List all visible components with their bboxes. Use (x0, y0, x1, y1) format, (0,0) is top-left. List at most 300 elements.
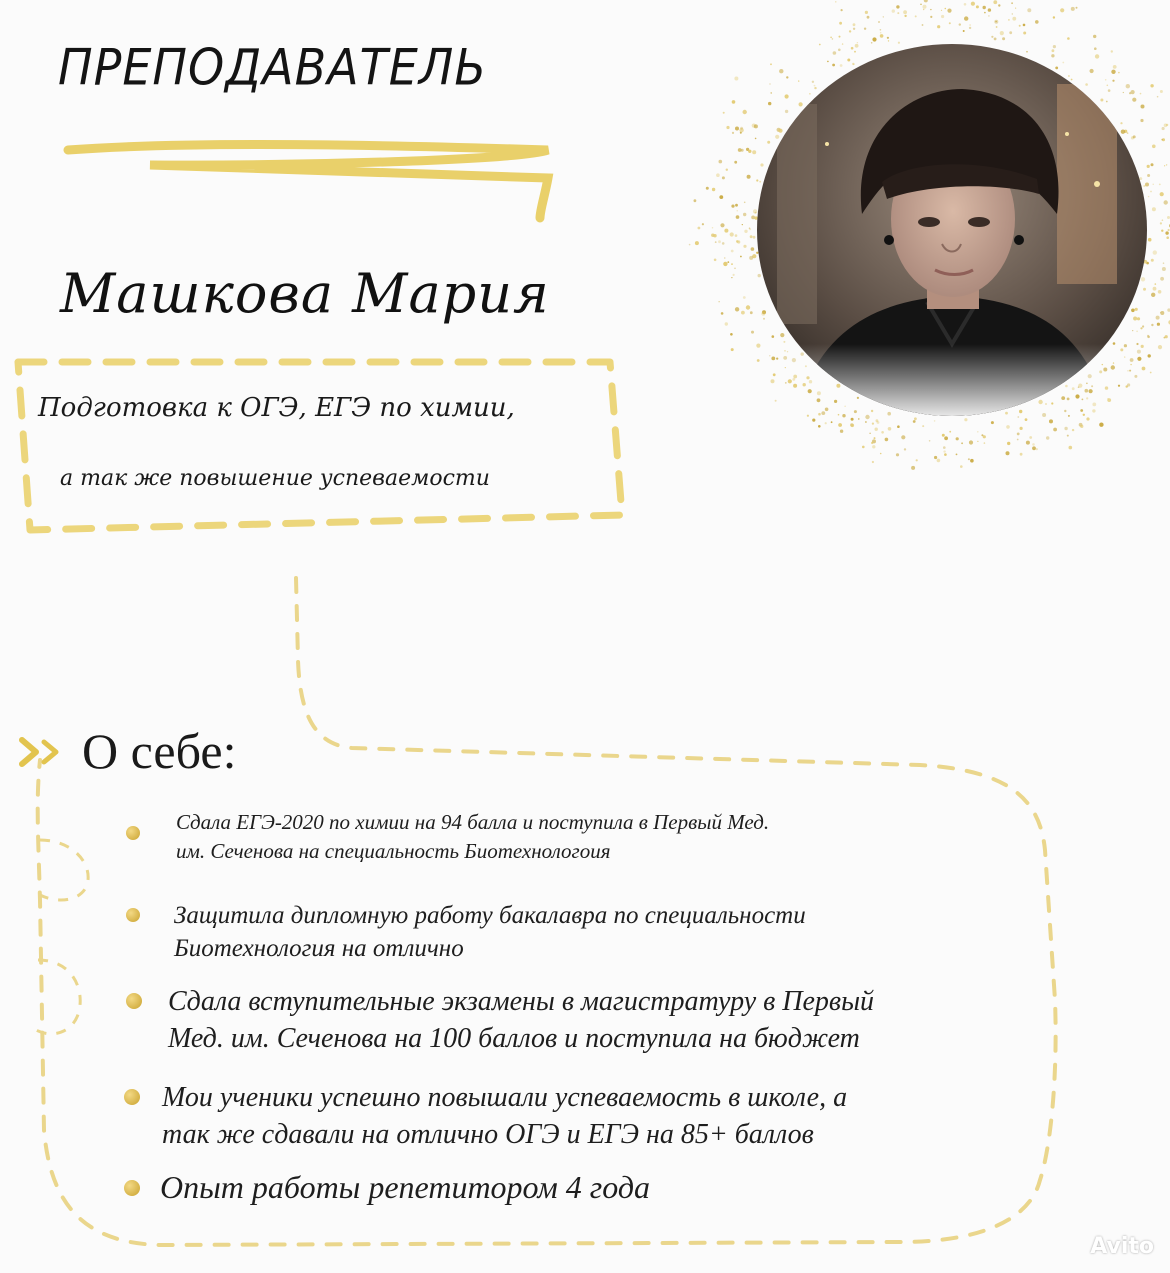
glitter-speck (1140, 93, 1142, 95)
glitter-speck (981, 434, 983, 436)
glitter-speck (1029, 436, 1032, 439)
glitter-speck (834, 400, 837, 403)
glitter-speck (731, 348, 734, 351)
glitter-speck (803, 383, 806, 386)
glitter-speck (1053, 16, 1055, 18)
glitter-speck (767, 141, 770, 144)
glitter-speck (874, 437, 876, 439)
glitter-speck (836, 384, 840, 388)
glitter-speck (887, 37, 889, 39)
glitter-speck (1015, 8, 1016, 9)
glitter-speck (743, 296, 746, 299)
glitter-speck (1120, 348, 1123, 351)
glitter-speck (1051, 402, 1053, 404)
glitter-speck (1075, 394, 1079, 398)
glitter-speck (712, 188, 715, 191)
glitter-speck (1155, 283, 1157, 285)
glitter-speck (901, 435, 905, 439)
glitter-speck (1147, 174, 1150, 177)
glitter-speck (1000, 31, 1004, 35)
glitter-speck (734, 161, 737, 164)
glitter-speck (754, 124, 758, 128)
glitter-speck (731, 205, 734, 208)
glitter-speck (1148, 354, 1151, 357)
glitter-speck (1072, 429, 1074, 431)
glitter-speck (1032, 443, 1035, 446)
glitter-speck (1064, 410, 1066, 412)
glitter-speck (851, 47, 854, 50)
glitter-speck (977, 441, 978, 442)
glitter-speck (1131, 90, 1135, 94)
glitter-speck (769, 83, 770, 84)
glitter-speck (1025, 418, 1028, 421)
glitter-speck (911, 466, 915, 470)
glitter-speck (842, 43, 843, 44)
glitter-speck (743, 213, 746, 216)
glitter-speck (1118, 385, 1120, 387)
glitter-speck (984, 442, 986, 444)
glitter-speck (801, 352, 804, 355)
glitter-speck (735, 234, 738, 237)
glitter-speck (961, 442, 963, 444)
glitter-speck (751, 247, 755, 251)
glitter-speck (1141, 105, 1145, 109)
glitter-speck (812, 419, 815, 422)
glitter-speck (814, 85, 816, 87)
glitter-speck (775, 400, 777, 402)
glitter-speck (785, 94, 789, 98)
glitter-speck (1166, 124, 1168, 126)
glitter-speck (1148, 238, 1152, 242)
glitter-speck (1080, 409, 1083, 412)
glitter-speck (887, 412, 891, 416)
glitter-speck (1118, 72, 1120, 74)
glitter-speck (1143, 288, 1146, 291)
glitter-speck (937, 25, 940, 28)
glitter-speck (838, 423, 842, 427)
glitter-speck (1011, 2, 1013, 4)
glitter-speck (770, 63, 772, 65)
glitter-speck (880, 32, 882, 34)
list-item-line: Опыт работы репетитором 4 года (160, 1169, 650, 1205)
glitter-speck (949, 431, 951, 433)
glitter-speck (1085, 389, 1089, 393)
glitter-speck (1165, 231, 1168, 234)
glitter-speck (1151, 324, 1153, 326)
glitter-speck (1141, 277, 1145, 281)
glitter-speck (727, 261, 729, 263)
glitter-speck (983, 6, 986, 9)
glitter-speck (963, 30, 965, 32)
glitter-speck (934, 456, 937, 459)
left-loop-2 (36, 960, 80, 1034)
glitter-speck (735, 307, 739, 311)
glitter-speck (783, 356, 787, 360)
glitter-speck (994, 38, 997, 41)
glitter-speck (976, 5, 979, 8)
glitter-speck (1005, 412, 1008, 415)
glitter-speck (1152, 145, 1156, 149)
glitter-speck (885, 438, 889, 442)
glitter-speck (723, 112, 725, 114)
glitter-speck (751, 331, 754, 334)
glitter-speck (871, 442, 873, 444)
glitter-speck (785, 367, 786, 368)
glitter-speck (1132, 330, 1133, 331)
glitter-speck (1153, 250, 1157, 254)
glitter-speck (808, 389, 812, 393)
glitter-speck (1111, 365, 1115, 369)
glitter-speck (1042, 413, 1046, 417)
glitter-speck (798, 80, 799, 81)
glitter-speck (1095, 54, 1099, 58)
glitter-speck (719, 195, 723, 199)
glitter-speck (896, 5, 899, 8)
glitter-speck (945, 8, 947, 10)
glitter-speck (880, 29, 882, 31)
glitter-speck (757, 359, 760, 362)
glitter-speck (865, 11, 868, 14)
glitter-speck (941, 15, 944, 18)
glitter-speck (758, 274, 761, 277)
list-item-line: Биотехнология на отлично (174, 934, 464, 962)
glitter-speck (740, 256, 742, 258)
glitter-speck (1053, 428, 1057, 432)
subjects-line-1: Подготовка к ОГЭ, ЕГЭ по химии, (38, 393, 515, 423)
list-item-line: Защитила дипломную работу бакалавра по специальности (174, 902, 806, 929)
glitter-speck (840, 64, 843, 67)
glitter-speck (807, 415, 809, 417)
glitter-speck (731, 277, 732, 278)
glitter-speck (1086, 383, 1088, 385)
glitter-speck (1102, 364, 1103, 365)
glitter-speck (788, 379, 792, 383)
glitter-speck (689, 244, 691, 246)
glitter-speck (969, 440, 973, 444)
glitter-speck (865, 421, 867, 423)
glitter-speck (1126, 84, 1130, 88)
glitter-speck (1051, 54, 1054, 57)
glitter-speck (1038, 400, 1042, 404)
glitter-speck (724, 257, 725, 258)
glitter-speck (719, 301, 720, 302)
glitter-speck (904, 448, 906, 450)
glitter-speck (1023, 24, 1026, 27)
glitter-speck (734, 268, 736, 270)
glitter-speck (1023, 32, 1026, 35)
glitter-speck (1017, 433, 1020, 436)
glitter-speck (880, 453, 882, 455)
glitter-speck (1083, 414, 1085, 416)
glitter-speck (1145, 183, 1149, 187)
glitter-speck (883, 16, 884, 17)
glitter-speck (1012, 13, 1013, 14)
glitter-speck (1002, 37, 1005, 40)
glitter-speck (1099, 370, 1102, 373)
glitter-speck (937, 459, 941, 463)
glitter-speck (793, 384, 797, 388)
glitter-speck (855, 44, 859, 48)
glitter-speck (977, 431, 979, 433)
glitter-speck (930, 9, 931, 10)
glitter-speck (1094, 47, 1097, 50)
glitter-speck (720, 223, 724, 227)
glitter-speck (1168, 229, 1170, 231)
glitter-speck (847, 59, 850, 62)
glitter-speck (1157, 96, 1159, 98)
glitter-speck (996, 26, 998, 28)
glitter-speck (1160, 192, 1164, 196)
list-item-line: Сдала вступительные экзамены в магистратуру в Первый (168, 986, 875, 1017)
brush-stroke (68, 145, 548, 218)
glitter-speck (1148, 196, 1149, 197)
glitter-speck (769, 355, 770, 356)
glitter-speck (722, 176, 725, 179)
glitter-speck (959, 23, 961, 25)
glitter-speck (743, 245, 746, 248)
glitter-speck (1064, 427, 1067, 430)
glitter-speck (779, 69, 783, 73)
list-item-line: Сдала ЕГЭ-2020 по химии на 94 балла и поступила в Первый Мед. (176, 810, 770, 834)
glitter-speck (713, 234, 716, 237)
glitter-speck (970, 459, 974, 463)
portrait-photo (757, 44, 1147, 416)
glitter-speck (838, 414, 840, 416)
glitter-speck (838, 49, 841, 52)
glitter-speck (1120, 122, 1122, 124)
glitter-speck (723, 262, 727, 266)
glitter-speck (841, 9, 843, 11)
glitter-speck (1035, 20, 1039, 24)
chevron-right-icon (22, 740, 36, 764)
glitter-speck (888, 427, 892, 431)
glitter-speck (1162, 267, 1166, 271)
glitter-speck (702, 223, 704, 225)
glitter-speck (897, 425, 900, 428)
glitter-speck (793, 375, 797, 379)
glitter-speck (772, 335, 775, 338)
glitter-speck (1067, 37, 1070, 40)
glitter-speck (1150, 372, 1152, 374)
glitter-speck (1080, 425, 1083, 428)
teacher-name: Машкова Мария (60, 262, 550, 325)
glitter-speck (960, 465, 963, 468)
about-title: О себе: (82, 723, 237, 779)
glitter-speck (1045, 403, 1047, 405)
glitter-speck (817, 391, 821, 395)
glitter-speck (943, 446, 946, 449)
glitter-speck (1140, 119, 1143, 122)
glitter-speck (922, 24, 924, 26)
glitter-speck (964, 418, 967, 421)
glitter-speck (768, 102, 771, 105)
glitter-speck (944, 436, 948, 440)
glitter-speck (741, 149, 744, 152)
glitter-speck (1123, 92, 1124, 93)
glitter-speck (1151, 293, 1155, 297)
glitter-speck (785, 382, 787, 384)
page-title: ПРЕПОДАВАТЕЛЬ (58, 37, 487, 97)
glitter-speck (1065, 385, 1068, 388)
glitter-speck (724, 229, 728, 233)
glitter-speck (1092, 409, 1095, 412)
glitter-speck (1086, 397, 1088, 399)
glitter-speck (695, 241, 699, 245)
glitter-speck (830, 37, 832, 39)
glitter-speck (1078, 386, 1080, 388)
glitter-speck (742, 224, 743, 225)
glitter-speck (942, 434, 945, 437)
glitter-speck (1108, 89, 1111, 92)
glitter-speck (722, 242, 725, 245)
glitter-speck (760, 163, 763, 166)
glitter-speck (792, 378, 795, 381)
glitter-speck (833, 51, 837, 55)
glitter-speck (1103, 368, 1107, 372)
glitter-speck (1112, 80, 1114, 82)
glitter-speck (969, 24, 971, 26)
glitter-speck (1160, 90, 1163, 93)
glitter-speck (735, 204, 738, 207)
glitter-speck (1150, 191, 1152, 193)
glitter-speck (716, 173, 720, 177)
glitter-speck (825, 422, 827, 424)
glitter-speck (1142, 325, 1144, 327)
glitter-speck (880, 34, 884, 38)
glitter-speck (1052, 49, 1055, 52)
glitter-speck (1093, 35, 1096, 38)
glitter-speck (1068, 75, 1070, 77)
glitter-speck (864, 28, 866, 30)
glitter-speck (835, 1, 836, 2)
glitter-speck (737, 240, 740, 243)
glitter-speck (1156, 316, 1160, 320)
glitter-speck (1151, 259, 1154, 262)
glitter-speck (1160, 222, 1162, 224)
glitter-speck (1053, 45, 1056, 48)
glitter-speck (1020, 453, 1023, 456)
glitter-speck (1127, 383, 1130, 386)
glitter-speck (1133, 135, 1136, 138)
glitter-speck (1159, 184, 1161, 186)
glitter-speck (1007, 442, 1010, 445)
glitter-speck (1127, 370, 1129, 372)
glitter-speck (1012, 17, 1016, 21)
glitter-speck (947, 9, 951, 13)
subjects-line-2: а так же повышение успеваемости (60, 466, 490, 491)
connector-path (38, 578, 1056, 1245)
glitter-speck (1161, 139, 1163, 141)
glitter-speck (1006, 425, 1010, 429)
glitter-speck (706, 187, 709, 190)
glitter-speck (831, 421, 833, 423)
glitter-speck (1019, 25, 1021, 27)
glitter-speck (1032, 446, 1036, 450)
glitter-speck (809, 380, 812, 383)
glitter-speck (763, 318, 765, 320)
glitter-speck (753, 236, 756, 239)
glitter-speck (726, 169, 728, 171)
glitter-speck (1129, 370, 1131, 372)
glitter-speck (1160, 277, 1164, 281)
glitter-speck (853, 23, 856, 26)
glitter-speck (719, 160, 723, 164)
glitter-speck (988, 15, 990, 17)
glitter-speck (1113, 342, 1116, 345)
glitter-speck (1136, 343, 1138, 345)
glitter-speck (1009, 31, 1012, 34)
glitter-speck (1061, 396, 1065, 400)
glitter-speck (923, 5, 927, 9)
glitter-speck (1082, 399, 1084, 401)
glitter-speck (1069, 446, 1073, 450)
glitter-speck (898, 42, 900, 44)
list-item-line: Мои ученики успешно повышали успеваемость в школе, а (162, 1082, 848, 1113)
glitter-speck (840, 430, 843, 433)
glitter-speck (1113, 362, 1114, 363)
glitter-speck (1133, 317, 1137, 321)
glitter-speck (1088, 374, 1092, 378)
glitter-speck (1111, 50, 1113, 52)
glitter-speck (941, 10, 942, 11)
glitter-speck (1006, 451, 1010, 455)
glitter-speck (750, 311, 753, 314)
glitter-speck (732, 100, 736, 104)
glitter-speck (1142, 367, 1146, 371)
glitter-speck (1068, 415, 1070, 417)
glitter-speck (867, 16, 870, 19)
glitter-speck (984, 12, 986, 14)
glitter-speck (869, 433, 870, 434)
glitter-speck (814, 87, 816, 89)
glitter-speck (851, 418, 854, 421)
glitter-speck (1127, 132, 1129, 134)
glitter-speck (1026, 441, 1030, 445)
glitter-speck (1163, 262, 1165, 264)
glitter-speck (1085, 83, 1088, 86)
glitter-speck (913, 420, 916, 423)
glitter-speck (731, 250, 734, 253)
glitter-speck (1147, 165, 1150, 168)
glitter-speck (904, 15, 906, 17)
left-loop-1 (40, 840, 88, 900)
glitter-speck (1067, 398, 1070, 401)
glitter-speck (750, 235, 753, 238)
glitter-speck (741, 311, 745, 315)
glitter-speck (809, 93, 811, 95)
glitter-speck (964, 16, 968, 20)
glitter-speck (991, 36, 993, 38)
glitter-speck (865, 415, 869, 419)
glitter-speck (993, 0, 997, 4)
glitter-speck (1086, 417, 1089, 420)
glitter-speck (1158, 345, 1162, 349)
list-item-line: им. Сеченова на специальность Биотехнологоия (176, 838, 611, 863)
glitter-speck (821, 411, 825, 415)
glitter-speck (1089, 389, 1093, 393)
glitter-speck (1164, 165, 1165, 166)
glitter-speck (1132, 98, 1136, 102)
glitter-speck (914, 417, 917, 420)
glitter-speck (775, 135, 779, 139)
glitter-speck (1162, 127, 1165, 130)
glitter-speck (949, 22, 951, 24)
glitter-speck (1105, 386, 1108, 389)
glitter-speck (756, 179, 758, 181)
glitter-speck (1105, 79, 1107, 81)
glitter-speck (1111, 70, 1115, 74)
glitter-speck (915, 15, 917, 17)
